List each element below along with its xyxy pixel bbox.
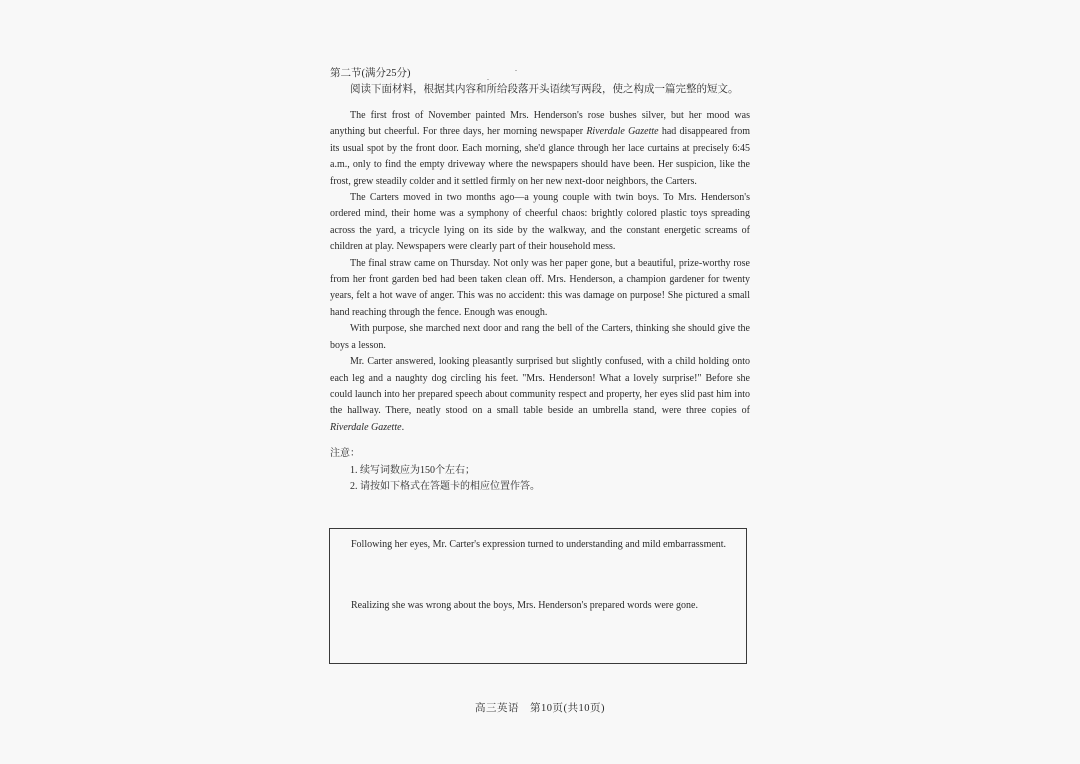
passage-paragraph-4: With purpose, she marched next door and rang the bell of the Carters, thinking she should give the boys a lesson. [330, 323, 750, 351]
passage-text: . [401, 421, 405, 433]
instruction-text: 阅读下面材料，根据其内容和所给段落开头语续写两段，使之构成一篇完整的短文。 [350, 84, 739, 95]
answer-box [329, 528, 747, 664]
passage-text: had disappeared from its usual spot by the front door. Each morning, she'd glance through her lace curtains at precisely 6:45 a.m., only to find the empty driveway where the newspapers should have been. Her suspicion, like the frost, grew steadily colder and it settled firmly on her new next-door neighbors, the Carters. [330, 126, 750, 187]
continuation-opening-2: Realizing she was wrong about the boys, Mrs. Henderson's prepared words were gone. [351, 600, 698, 611]
passage-paragraph-1 [330, 108, 750, 190]
note-item-2: 2. 请按如下格式在答题卡的相应位置作答。 [350, 481, 540, 493]
notes-section [330, 446, 750, 496]
section-title: 第二节(满分25分) [330, 68, 411, 79]
newspaper-title: Riverdale Gazette [586, 126, 659, 138]
reading-passage [330, 108, 750, 436]
page-footer: 高三英语 第10页(共10页) [475, 703, 605, 714]
passage-paragraph-3: The final straw came on Thursday. Not only was her paper gone, but a beautiful, prize-worthy rose from her front garden bed had been taken clean off. Mrs. Henderson, a champion gardener for twenty years, felt a hot wave of anger. This was no accident: this was damage on purpose! She pictured a small hand reaching through the fence. Enough was enough. [330, 257, 750, 318]
passage-paragraph-2: The Carters moved in two months ago—a young couple with twin boys. To Mrs. Henderson's ordered mind, their home was a symphony of cheerful chaos: brightly colored plastic toys spreading across the yard, a tricycle lying on its side by the walkway, and the constant energetic screams of children at play. Newspapers were clearly part of their household mess. [330, 192, 750, 253]
passage-paragraph-5 [330, 354, 750, 436]
passage-text: Mr. Carter answered, looking pleasantly surprised but slightly confused, with a child holding onto each leg and a naughty dog circling his feet. "Mrs. Henderson! What a lovely surprise!" Before she could launch into her prepared speech about community respect and property, her eyes slid past him into the hallway. There, neatly stood on a small table beside an umbrella stand, were three copies of [330, 356, 750, 417]
exam-content [330, 66, 750, 496]
continuation-opening-1: Following her eyes, Mr. Carter's expression turned to understanding and mild embarrassment. [351, 539, 727, 550]
passage-text: The first frost of November painted Mrs. Henderson's rose bushes silver, but her mood was anything but cheerful. For three days, her morning newspaper [330, 110, 750, 138]
note-item-1: 1. 续写词数应为150个左右； [350, 464, 475, 476]
newspaper-title: Riverdale Gazette [330, 421, 402, 433]
notes-title: 注意： [330, 448, 360, 460]
